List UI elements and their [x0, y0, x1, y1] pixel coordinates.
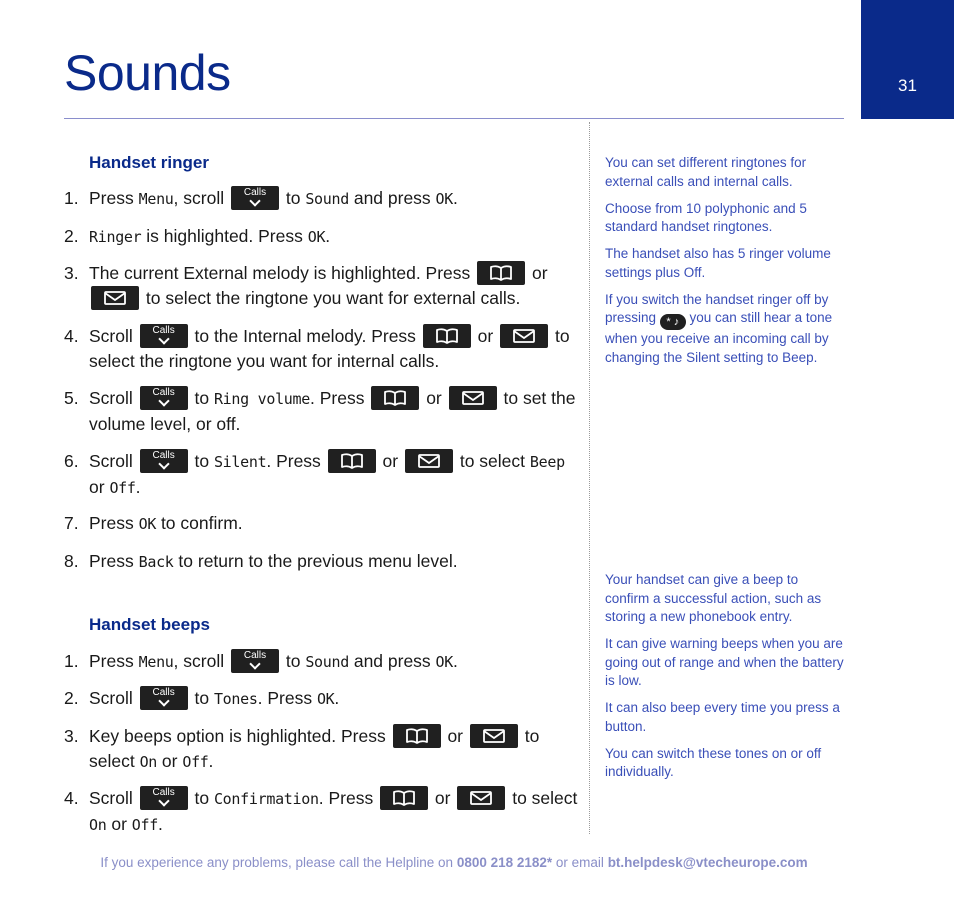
text-run: or: [527, 263, 548, 283]
text-run: .: [334, 688, 340, 708]
text-run: or: [472, 326, 499, 346]
text-run: The handset also has 5 ringer volume settings plus Off.: [605, 246, 831, 280]
menu-option-text: OK: [435, 653, 454, 671]
sidenote-paragraph: [605, 699, 845, 736]
calls-key-label: Calls: [152, 787, 175, 798]
text-run: You can set different ringtones for external calls and internal calls.: [605, 155, 807, 189]
text-run: . Press: [266, 451, 326, 471]
text-run: Press: [89, 513, 139, 533]
helpdesk-email: bt.helpdesk@vtecheurope.com: [607, 855, 808, 870]
calls-key-label: Calls: [152, 450, 175, 461]
footer: [0, 855, 908, 870]
step-number: 3.: [64, 263, 79, 283]
menu-option-text: OK: [435, 190, 454, 208]
step-text: [89, 224, 579, 250]
text-run: Press: [89, 551, 139, 571]
message-key-icon: [470, 724, 518, 748]
menu-option-text: Off: [131, 816, 158, 834]
calls-key-label: Calls: [152, 387, 175, 398]
step-text: [89, 449, 579, 501]
column-divider: [589, 122, 590, 834]
step-text: [89, 786, 579, 838]
text-run: or: [442, 726, 468, 746]
calls-key-label: Calls: [152, 687, 175, 698]
page-number: 31: [898, 76, 917, 95]
text-run: Scroll: [89, 788, 138, 808]
section-heading-ringer: Handset ringer: [89, 153, 209, 172]
page-title: Sounds: [64, 45, 231, 101]
menu-option-text: On: [139, 753, 158, 771]
text-run: . Press: [310, 388, 370, 408]
text-run: . Press: [318, 788, 379, 808]
step-number: 4.: [64, 788, 79, 808]
text-run: or: [157, 751, 183, 771]
text-run: or: [106, 814, 132, 834]
message-key-icon: [449, 386, 497, 410]
message-key-icon: [457, 786, 505, 810]
menu-option-text: Silent: [213, 453, 267, 471]
menu-option-text: Menu: [138, 190, 174, 208]
text-run: , scroll: [173, 188, 229, 208]
message-key-icon: [91, 286, 139, 310]
menu-option-text: OK: [307, 228, 326, 246]
text-run: .: [325, 226, 331, 246]
beeps-step: [64, 724, 579, 775]
menu-option-text: Ring volume: [213, 390, 310, 408]
menu-option-text: Sound: [305, 653, 349, 671]
text-run: to select the ringtone you want for external calls.: [141, 288, 521, 308]
section-heading-beeps: Handset beeps: [89, 615, 210, 634]
step-number: 1.: [64, 188, 79, 208]
phonebook-key-icon: [328, 449, 376, 473]
beeps-step: [64, 786, 579, 838]
menu-option-text: Tones: [213, 690, 258, 708]
step-number: 8.: [64, 551, 79, 571]
text-run: You can switch these tones on or off individually.: [605, 745, 822, 779]
text-run: If you switch the handset ringer off by pressing: [605, 291, 829, 325]
text-run: to: [189, 788, 214, 808]
calls-scroll-key-icon: [140, 686, 188, 710]
ringer-step: [64, 224, 579, 250]
text-run: , scroll: [173, 651, 229, 671]
step-number: 3.: [64, 726, 79, 746]
text-run: Press: [89, 188, 139, 208]
text-run: and press: [348, 651, 436, 671]
step-number: 6.: [64, 451, 79, 471]
text-run: Scroll: [89, 326, 138, 346]
text-run: or: [89, 477, 110, 497]
text-run: to the Internal melody. Press: [189, 326, 421, 346]
text-run: Choose from 10 polyphonic and 5 standard handset ringtones.: [605, 200, 807, 234]
step-text: [89, 261, 579, 311]
menu-option-text: Back: [138, 553, 174, 571]
calls-key-label: Calls: [243, 650, 267, 661]
ringer-step: [64, 324, 579, 374]
menu-option-text: Off: [182, 753, 209, 771]
text-run: or: [377, 451, 403, 471]
calls-scroll-key-icon: [140, 324, 188, 348]
message-key-icon: [500, 324, 548, 348]
menu-option-text: OK: [316, 690, 335, 708]
sidenote-paragraph: [605, 200, 845, 237]
star-key-icon: * ♪: [660, 314, 686, 330]
step-text: [89, 511, 579, 537]
ringer-step: [64, 549, 579, 575]
text-run: to select: [89, 726, 540, 771]
helpline-phone: 0800 218 2182*: [456, 855, 553, 870]
text-run: to return to the previous menu level.: [173, 551, 458, 571]
text-run: to select: [454, 451, 530, 471]
calls-key-label: Calls: [152, 325, 175, 336]
beeps-step: [64, 649, 579, 675]
sidenote-paragraph: [605, 745, 845, 782]
menu-option-text: Beep: [529, 453, 565, 471]
title-rule: [64, 118, 844, 119]
message-key-icon: [405, 449, 453, 473]
text-run: to: [189, 688, 214, 708]
menu-option-text: Confirmation: [213, 790, 319, 808]
sidenote-paragraph: [605, 291, 845, 368]
step-number: 2.: [64, 688, 79, 708]
beeps-step: [64, 686, 579, 712]
text-run: to confirm.: [156, 513, 243, 533]
text-run: and press: [348, 188, 436, 208]
sidenote-paragraph: [605, 245, 845, 282]
text-run: . Press: [257, 688, 317, 708]
text-run: It can give warning beeps when you are going out of range and when the battery is low.: [605, 636, 844, 688]
sidenote-paragraph: [605, 154, 845, 191]
step-text: [89, 386, 579, 437]
calls-scroll-key-icon: [231, 186, 279, 210]
step-text: [89, 324, 579, 374]
menu-option-text: Menu: [138, 653, 174, 671]
step-text: [89, 649, 579, 675]
sidenote-ringer: [605, 154, 845, 376]
text-run: Scroll: [89, 688, 138, 708]
text-run: to set the volume level, or off.: [89, 388, 576, 434]
menu-option-text: OK: [138, 515, 157, 533]
step-number: 2.: [64, 226, 79, 246]
text-run: Scroll: [89, 388, 138, 408]
menu-option-text: Off: [109, 479, 136, 497]
calls-scroll-key-icon: [231, 649, 279, 673]
text-run: Your handset can give a beep to confirm a successful action, such as storing a new phonebook entry.: [605, 572, 822, 624]
step-number: 5.: [64, 388, 79, 408]
phonebook-key-icon: [477, 261, 525, 285]
menu-option-text: On: [89, 816, 107, 834]
text-run: The current External melody is highlighted. Press: [89, 263, 476, 283]
page-tab: [861, 0, 954, 119]
text-run: .: [453, 188, 458, 208]
phonebook-key-icon: [371, 386, 419, 410]
menu-option-text: Ringer: [89, 228, 142, 246]
footer-or-email: or email: [552, 855, 608, 870]
step-text: [89, 686, 579, 712]
text-run: Press: [89, 651, 139, 671]
calls-scroll-key-icon: [140, 386, 188, 410]
text-run: or: [421, 388, 447, 408]
text-run: or: [430, 788, 456, 808]
text-run: to select: [507, 788, 578, 808]
text-run: to: [280, 188, 306, 208]
sidenote-beeps: [605, 571, 845, 790]
calls-key-label: Calls: [243, 187, 267, 198]
text-run: .: [208, 751, 214, 771]
text-run: you can still hear a tone when you receive an incoming call by changing the Silent setting to Beep.: [605, 310, 833, 365]
text-run: to select the ringtone you want for internal calls.: [89, 326, 570, 371]
sidenote-paragraph: [605, 571, 845, 627]
ringer-step: [64, 261, 579, 311]
phonebook-key-icon: [423, 324, 471, 348]
step-text: [89, 186, 579, 212]
text-run: is highlighted. Press: [141, 226, 308, 246]
step-text: [89, 549, 579, 575]
text-run: to: [189, 388, 214, 408]
ringer-step: [64, 511, 579, 537]
footer-text: If you experience any problems, please call the Helpline on: [100, 855, 457, 870]
text-run: Key beeps option is highlighted. Press: [89, 726, 391, 746]
step-number: 1.: [64, 651, 79, 671]
ringer-step: [64, 386, 579, 437]
calls-scroll-key-icon: [140, 786, 188, 810]
text-run: to: [280, 651, 306, 671]
ringer-step: [64, 449, 579, 501]
step-text: [89, 724, 579, 775]
sidenote-paragraph: [605, 635, 845, 691]
calls-scroll-key-icon: [140, 449, 188, 473]
text-run: It can also beep every time you press a button.: [605, 700, 840, 734]
step-number: 4.: [64, 326, 79, 346]
text-run: .: [157, 814, 163, 834]
text-run: .: [453, 651, 458, 671]
ringer-step: [64, 186, 579, 212]
menu-option-text: Sound: [305, 190, 349, 208]
phonebook-key-icon: [393, 724, 441, 748]
text-run: .: [135, 477, 141, 497]
step-number: 7.: [64, 513, 79, 533]
text-run: Scroll: [89, 451, 138, 471]
text-run: to: [189, 451, 214, 471]
phonebook-key-icon: [380, 786, 428, 810]
